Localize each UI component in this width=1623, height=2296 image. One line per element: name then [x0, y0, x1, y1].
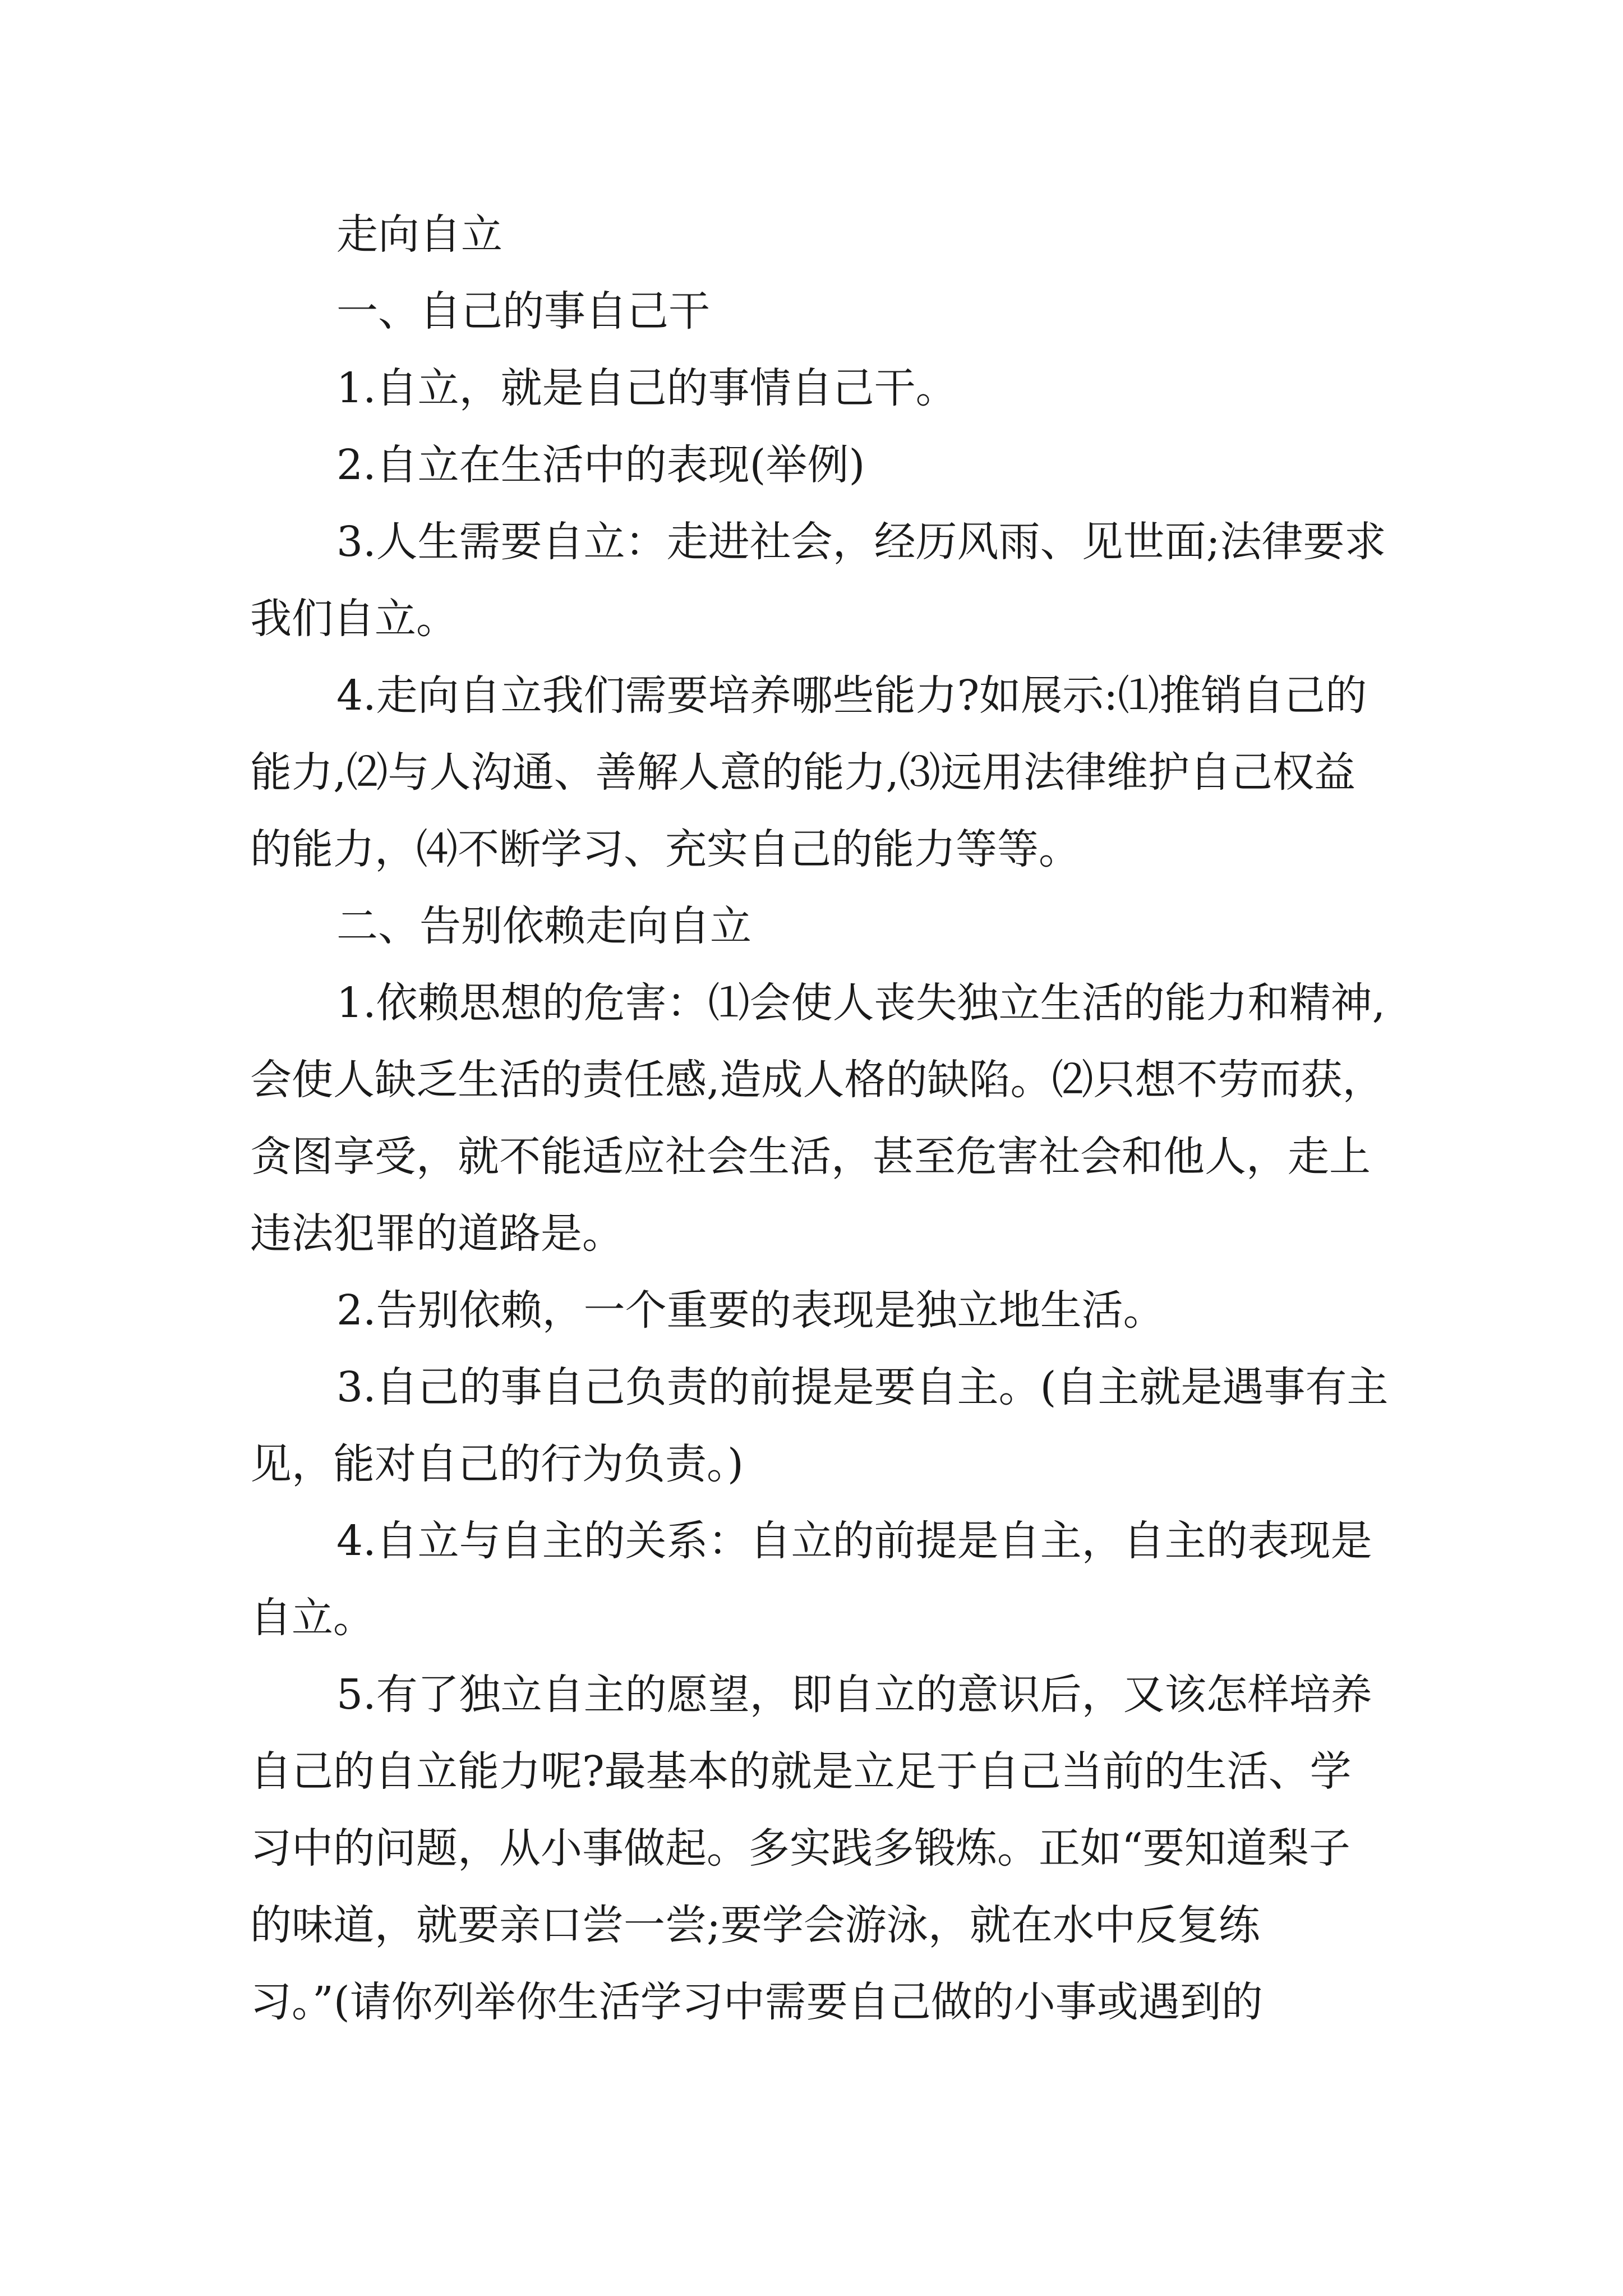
section-heading-2: 二、告别依赖走向自立	[336, 902, 751, 950]
paragraph: 3.人生需要自立：走进社会，经历风雨、见世面;法律要求我们自立。	[250, 518, 1386, 643]
paragraph: 1.自立，就是自己的事情自己干。	[336, 364, 957, 412]
document-body	[250, 196, 1389, 2041]
paragraph: 4.自立与自主的关系：自立的前提是自主，自主的表现是自立。	[250, 1517, 1372, 1642]
section-heading-1: 一、自己的事自己干	[336, 287, 710, 335]
paragraph: 1.依赖思想的危害：⑴会使人丧失独立生活的能力和精神,会使人缺乏生活的责任感,造成人格的缺陷。⑵只想不劳而获，贪图享受，就不能适应社会生活，甚至危害社会和他人，走上违法犯罪的道路是。	[250, 979, 1386, 1258]
document-title: 走向自立	[336, 210, 502, 259]
paragraph: 2.告别依赖，一个重要的表现是独立地生活。	[336, 1286, 1165, 1335]
paragraph: 4.走向自立我们需要培养哪些能力?如展示:⑴推销自己的能力,⑵与人沟通、善解人意的能力,⑶远用法律维护自己权益的能力，⑷不断学习、充实自己的能力等等。	[250, 671, 1367, 873]
paragraph: 2.自立在生活中的表现(举例)	[336, 441, 865, 489]
paragraph: 5.有了独立自主的愿望，即自立的意识后，又该怎样培养自己的自立能力呢?最基本的就是立足于自己当前的生活、学习中的问题，从小事做起。多实践多锻炼。正如“要知道梨子的味道，就要亲口尝一尝;要学会游泳，就在水中反复练习。”(请你列举你生活学习中需要自己做的小事或遇到的	[250, 1671, 1372, 2026]
paragraph: 3.自己的事自己负责的前提是要自主。(自主就是遇事有主见，能对自己的行为负责。)	[250, 1363, 1389, 1488]
